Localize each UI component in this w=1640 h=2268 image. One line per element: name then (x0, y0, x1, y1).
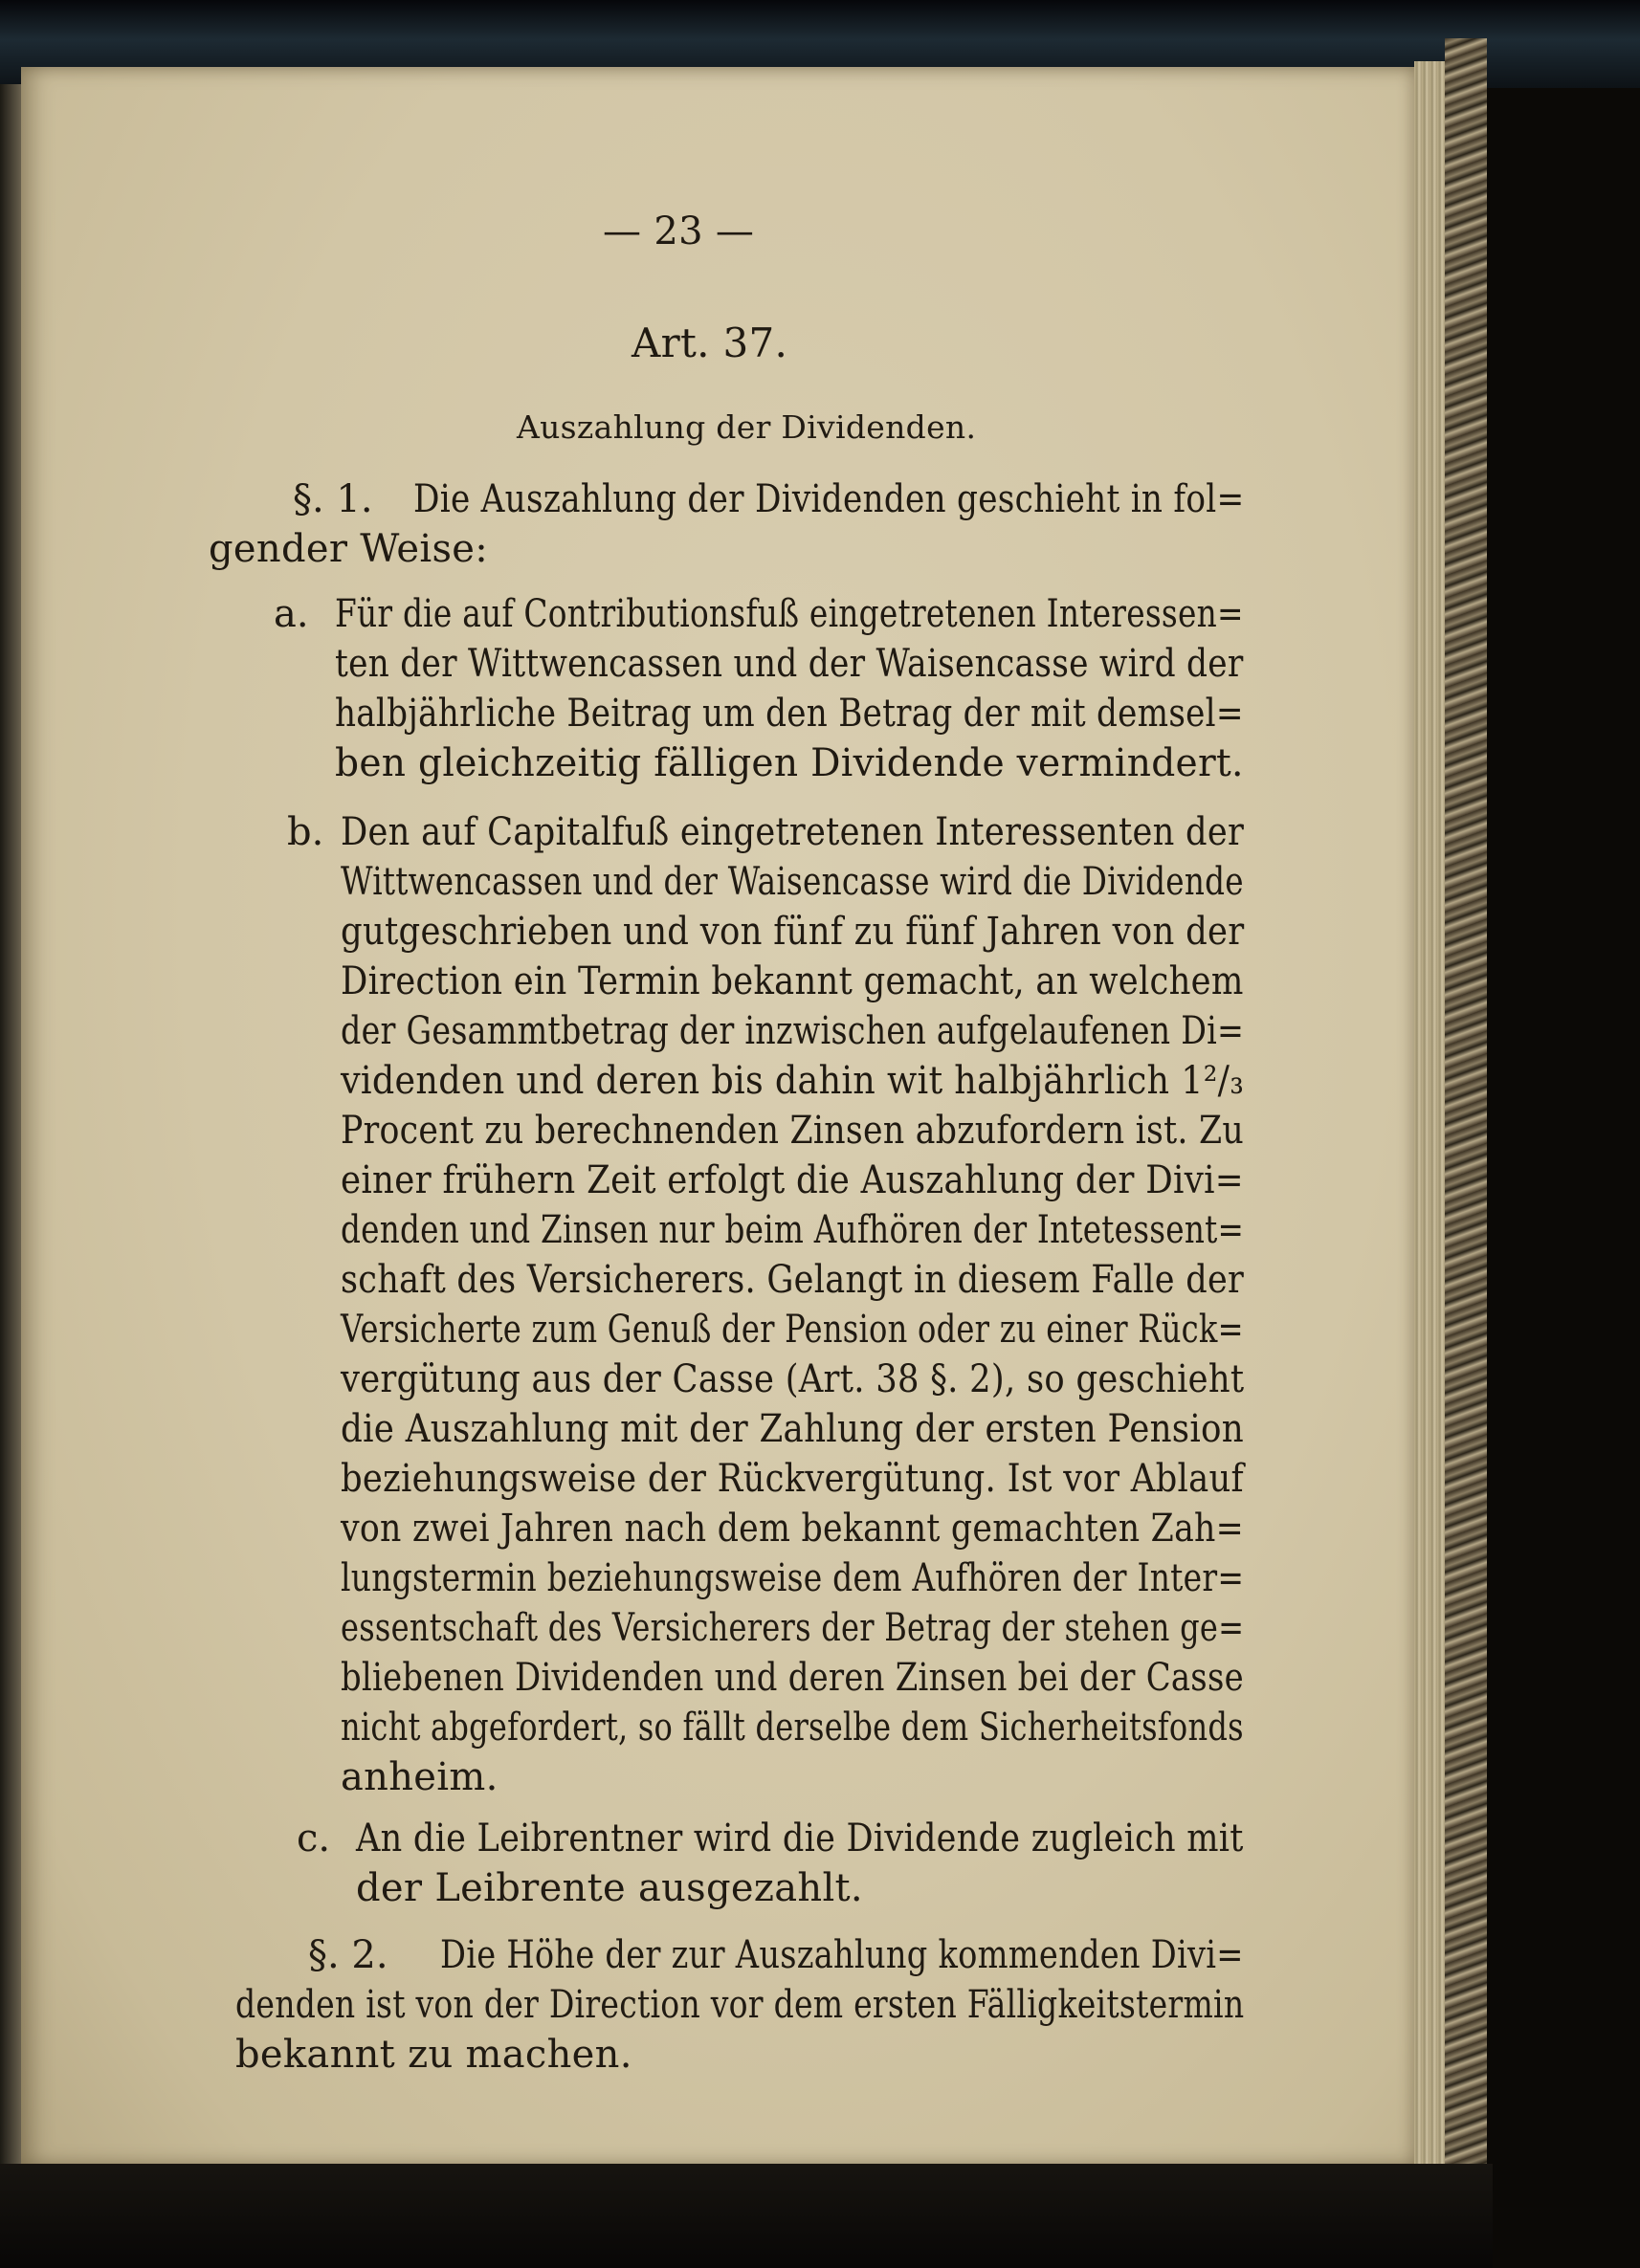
item-c-line: An die Leibrentner wird die Dividende zugleich mit (356, 1817, 1244, 1861)
section-1-line: Die Auszahlung der Dividenden geschieht in fol= (413, 477, 1245, 521)
item-b-line: nicht abgefordert, so fällt derselbe dem Sicherheitsfonds (341, 1706, 1244, 1750)
item-a-line: halbjährliche Beitrag um den Betrag der mit demsel= (335, 692, 1244, 736)
page-stack-edge (1414, 61, 1447, 2170)
item-b-line: anheim. (341, 1755, 499, 1799)
section-1-line: gender Weise: (209, 527, 489, 571)
item-b-line: bliebenen Dividenden und deren Zinsen bei der Casse (341, 1656, 1244, 1700)
item-b-line: die Auszahlung mit der Zahlung der ersten Pension (341, 1407, 1245, 1451)
item-b-line: vergütung aus der Casse (Art. 38 §. 2), so geschieht (341, 1357, 1245, 1401)
item-c-marker: c. (297, 1817, 331, 1861)
section-2-line: Die Höhe der zur Auszahlung kommenden Divi= (440, 1933, 1244, 1977)
item-b-line: denden und Zinsen nur beim Aufhören der Intetessent= (341, 1208, 1245, 1252)
bottom-shadow (0, 2164, 1493, 2268)
item-a-marker: a. (274, 592, 309, 636)
item-b-line: videnden und deren bis dahin wit halbjährlich 1²/₃ (341, 1059, 1245, 1103)
section-1-marker: §. 1. (293, 477, 373, 521)
item-a-line: ben gleichzeitig fälligen Dividende vermindert. (335, 741, 1244, 785)
item-b-line: von zwei Jahren nach dem bekannt gemachten Zah= (341, 1507, 1245, 1551)
item-b-line: der Gesammtbetrag der inzwischen aufgelaufenen Di= (341, 1009, 1245, 1053)
marbled-board (1445, 38, 1487, 2181)
item-b-line: lungstermin beziehungsweise dem Aufhören der Inter= (341, 1556, 1245, 1600)
section-2-marker: §. 2. (308, 1933, 388, 1977)
article-heading: Art. 37. (632, 319, 788, 366)
article-subheading: Auszahlung der Dividenden. (517, 408, 977, 446)
item-b-marker: b. (287, 810, 324, 854)
section-2-line: denden ist von der Direction vor dem ersten Fälligkeitstermin (235, 1983, 1245, 2027)
item-b-line: beziehungsweise der Rückvergütung. Ist vor Ablauf (341, 1457, 1244, 1501)
item-c-line: der Leibrente ausgezahlt. (356, 1866, 863, 1910)
page-number: — 23 — (603, 209, 755, 253)
item-b-line: Wittwencassen und der Waisencasse wird die Dividende (341, 860, 1244, 904)
item-b-line: Versicherte zum Genuß der Pension oder zu einer Rück= (341, 1308, 1244, 1352)
item-a-line: Für die auf Contributionsfuß eingetretenen Interessen= (335, 592, 1244, 636)
item-b-line: essentschaft des Versicherers der Betrag der stehen ge= (341, 1606, 1245, 1650)
item-b-line: Procent zu berechnenden Zinsen abzufordern ist. Zu (341, 1109, 1245, 1153)
item-b-line: Den auf Capitalfuß eingetretenen Interessenten der (341, 810, 1245, 854)
section-2-line: bekannt zu machen. (235, 2033, 632, 2077)
item-a-line: ten der Wittwencassen und der Waisencasse wird der (335, 642, 1244, 686)
item-b-line: schaft des Versicherers. Gelangt in diesem Falle der (341, 1258, 1245, 1302)
item-b-line: einer frühern Zeit erfolgt die Auszahlung der Divi= (341, 1158, 1244, 1202)
item-b-line: Direction ein Termin bekannt gemacht, an welchem (341, 959, 1244, 1003)
item-b-line: gutgeschrieben und von fünf zu fünf Jahren von der (341, 910, 1245, 954)
